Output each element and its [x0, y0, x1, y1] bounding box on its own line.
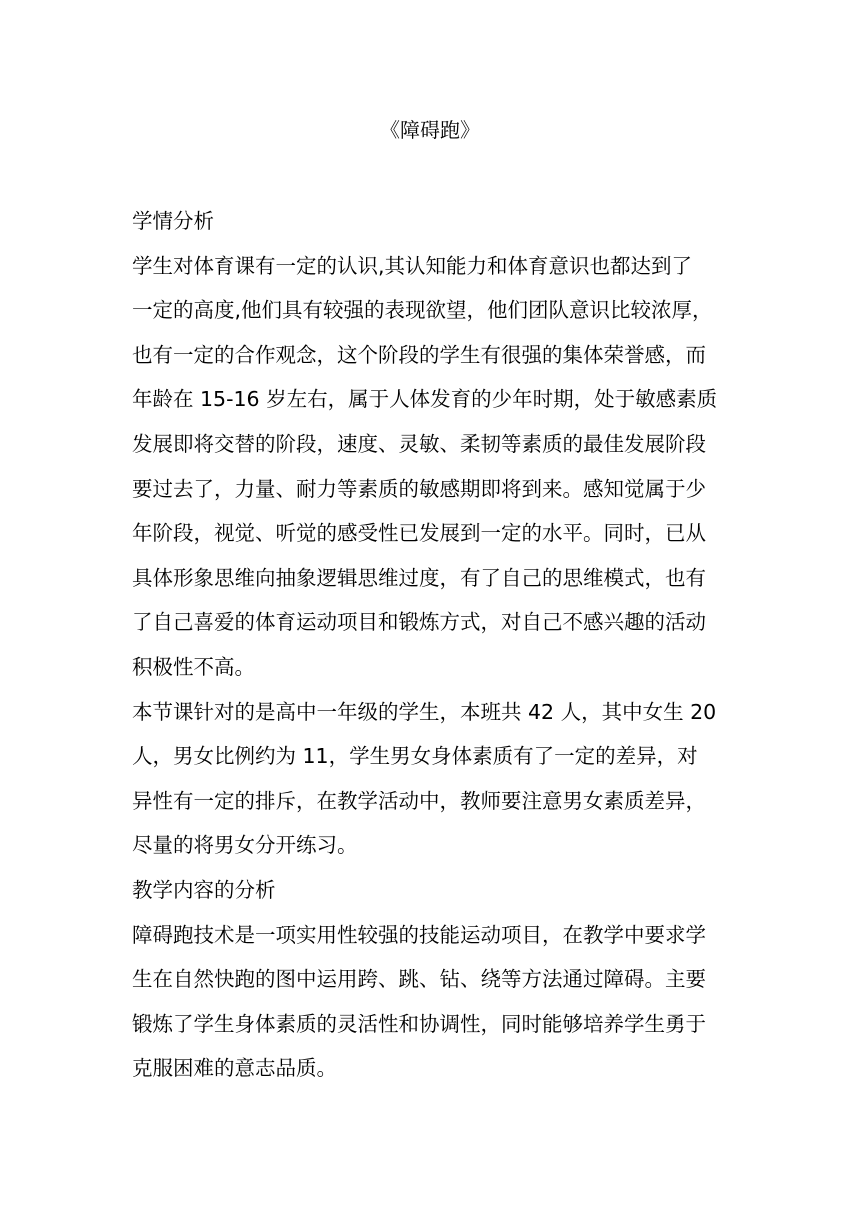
paragraph-line: 人，男女比例约为 11，学生男女身体素质有了一定的差异，对 — [132, 744, 698, 769]
paragraph-line: 异性有一定的排斥，在教学活动中，教师要注意男女素质差异， — [132, 788, 706, 813]
paragraph-line: 积极性不高。 — [132, 654, 255, 679]
paragraph-line: 年龄在 15-16 岁左右，属于人体发育的少年时期，处于敏感素质 — [132, 387, 718, 412]
section-heading-content-analysis: 教学内容的分析 — [132, 877, 276, 902]
document-body — [132, 199, 752, 1091]
paragraph-line: 发展即将交替的阶段，速度、灵敏、柔韧等素质的最佳发展阶段 — [132, 431, 706, 456]
paragraph-line: 本节课针对的是高中一年级的学生，本班共 42 人，其中女生 20 — [132, 699, 717, 724]
section-heading-student-analysis: 学情分析 — [132, 209, 214, 233]
document-title: 《障碍跑》 — [380, 118, 480, 142]
paragraph-line: 生在自然快跑的图中运用跨、跳、钻、绕等方法通过障碍。主要 — [132, 967, 706, 992]
paragraph-line: 锻炼了学生身体素质的灵活性和协调性，同时能够培养学生勇于 — [132, 1011, 706, 1036]
paragraph-line: 尽量的将男女分开练习。 — [132, 833, 358, 858]
paragraph-line: 年阶段，视觉、听觉的感受性已发展到一定的水平。同时，已从 — [132, 521, 706, 546]
paragraph-line: 也有一定的合作观念，这个阶段的学生有很强的集体荣誉感，而 — [132, 342, 706, 367]
paragraph-line: 要过去了，力量、耐力等素质的敏感期即将到来。感知觉属于少 — [132, 476, 706, 501]
paragraph-line: 克服困难的意志品质。 — [132, 1056, 337, 1081]
paragraph-line: 一定的高度,他们具有较强的表现欲望，他们团队意识比较浓厚， — [132, 298, 713, 323]
paragraph-line: 学生对体育课有一定的认识,其认知能力和体育意识也都达到了 — [132, 253, 693, 278]
paragraph-line: 具体形象思维向抽象逻辑思维过度，有了自己的思维模式，也有 — [132, 565, 706, 590]
paragraph-line: 了自己喜爱的体育运动项目和锻炼方式，对自己不感兴趣的活动 — [132, 610, 706, 635]
paragraph-line: 障碍跑技术是一项实用性较强的技能运动项目，在教学中要求学 — [132, 922, 706, 947]
